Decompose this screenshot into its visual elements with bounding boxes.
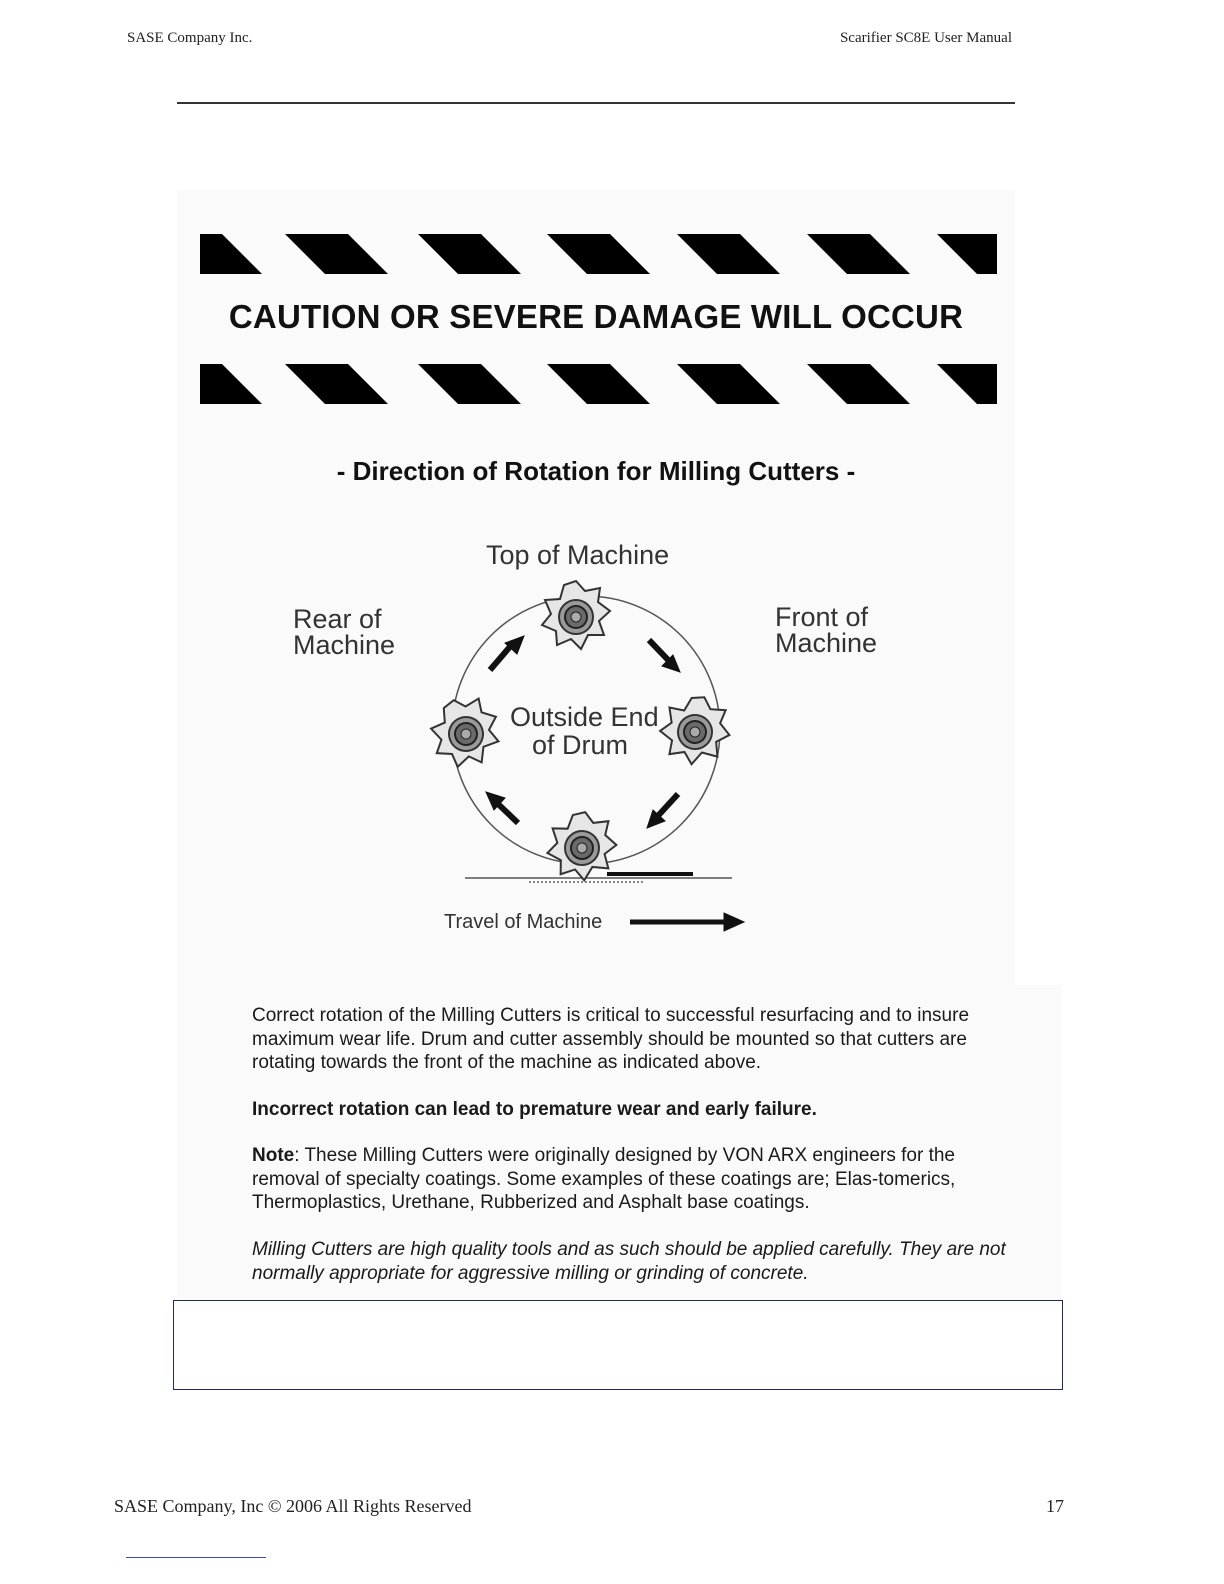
- arrow-up-left-icon: [496, 802, 518, 823]
- cutter-left-icon: [422, 689, 509, 776]
- rotation-diagram: [177, 530, 1015, 950]
- front-label-line1: Front of: [775, 602, 869, 632]
- front-label-line2: Machine: [775, 628, 878, 658]
- travel-label: Travel of Machine: [444, 911, 603, 933]
- paragraph-rotation: Correct rotation of the Milling Cutters is critical to successful resurfacing and to insure maximum wear life. Drum and cutter assembly should be mounted so that cutters are rotating towards the front of the machine as indicated above.: [252, 1005, 970, 1073]
- paragraph-warning: Incorrect rotation can lead to premature wear and early failure.: [252, 1099, 817, 1120]
- top-of-machine-label: Top of Machine: [486, 540, 670, 570]
- drum-center-line1: Outside End: [510, 702, 659, 732]
- note-label: Note: [252, 1145, 295, 1166]
- cutter-bottom-icon: [545, 809, 619, 883]
- caution-stripes-top: [200, 234, 997, 274]
- header-manual-title: Scarifier SC8E User Manual: [839, 30, 1012, 46]
- rear-label-line2: Machine: [293, 630, 396, 660]
- empty-text-box: [173, 1300, 1063, 1390]
- cutter-right-icon: [654, 688, 737, 771]
- figure-title: - Direction of Rotation for Milling Cutters -: [336, 456, 856, 486]
- caution-stripes-bottom: [200, 364, 997, 404]
- drum-center-line2: of Drum: [532, 730, 629, 760]
- arrow-down-right-icon: [649, 640, 671, 663]
- caution-heading: CAUTION OR SEVERE DAMAGE WILL OCCUR: [228, 298, 964, 335]
- note-text: : These Milling Cutters were originally designed by VON ARX engineers for the removal of specialty coatings. Some examples of these coatings are; Elas-tomerics, Thermoplastics, Urethane, Rubberized and Asphalt base coatings.: [252, 1145, 956, 1213]
- footer-copyright: SASE Company, Inc © 2006 All Rights Reserved: [114, 1496, 472, 1516]
- rear-label-line1: Rear of: [293, 604, 382, 634]
- paragraph-note: [252, 1144, 1012, 1215]
- page-number: 17: [1046, 1496, 1064, 1516]
- footer-underline: [126, 1557, 266, 1558]
- header-company: SASE Company Inc.: [127, 30, 253, 46]
- paragraph-quality: Milling Cutters are high quality tools and as such should be applied carefully. They are not normally appropriate for aggressive milling or grinding of concrete.: [252, 1239, 1006, 1284]
- header-divider: [177, 102, 1015, 104]
- arrow-down-left-icon: [656, 794, 678, 818]
- cutter-top-icon: [542, 581, 610, 649]
